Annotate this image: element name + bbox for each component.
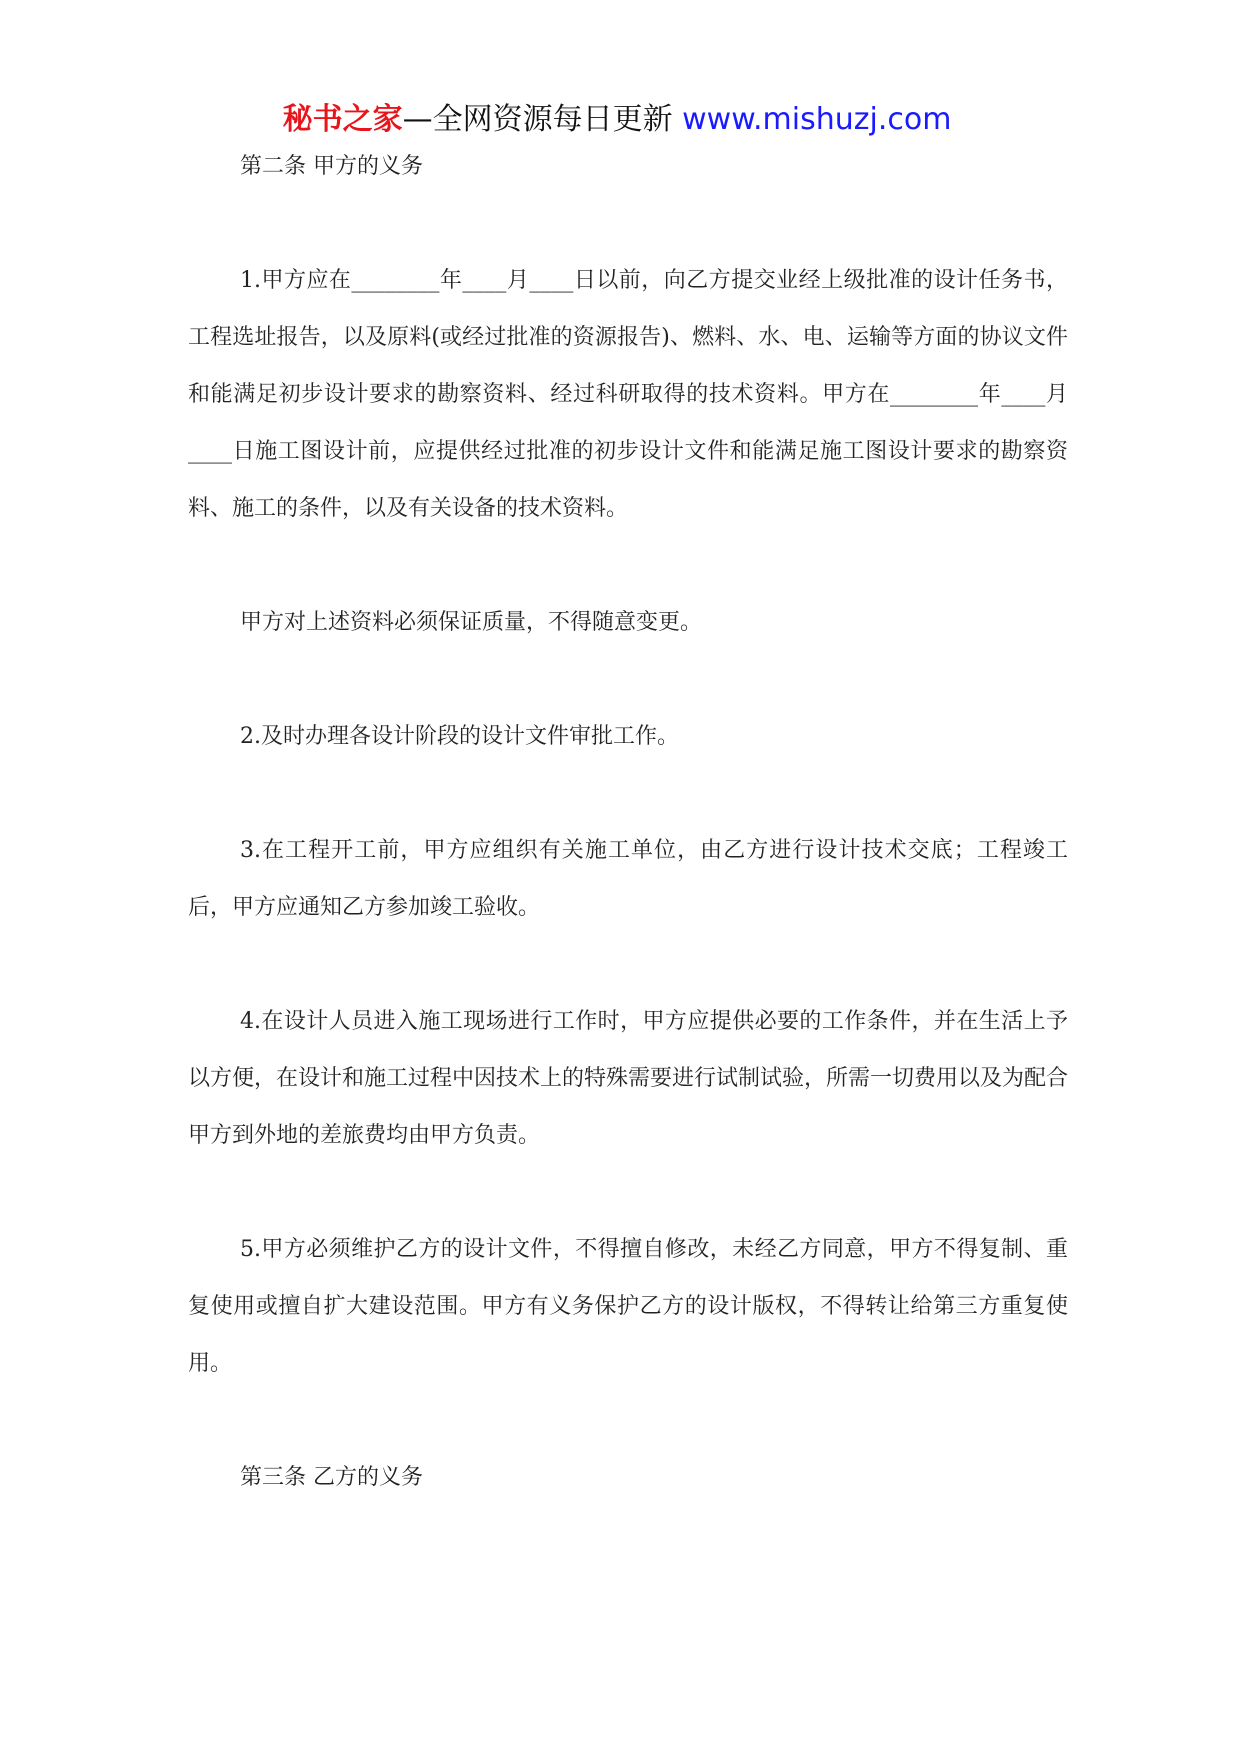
site-banner [0, 100, 1234, 140]
brand-name: 秘书之家 [282, 102, 403, 137]
paragraph-gap [188, 195, 1068, 252]
document-body [188, 138, 1068, 1506]
site-url-link[interactable]: www.mishuzj.com [682, 102, 952, 137]
banner-slogan: —全网资源每日更新 [402, 102, 683, 137]
paragraph-gap [188, 537, 1068, 594]
clause-paragraph-1: 1.甲方应在________年____月____日以前，向乙方提交业经上级批准的设计任务书，工程选址报告，以及原料(或经过批准的资源报告)、燃料、水、电、运输等方面的协议文件和能满足初步设计要求的勘察资料、经过科研取得的技术资料。甲方在________年____月____日施工图设计前，应提供经过批准的初步设计文件和能满足施工图设计要求的勘察资料、施工的条件，以及有关设备的技术资料。 [188, 268, 1068, 521]
section-title-3: 第三条 乙方的义务 [240, 1465, 423, 1490]
clause-paragraph-5: 5.甲方必须维护乙方的设计文件，不得擅自修改，未经乙方同意，甲方不得复制、重复使用或擅自扩大建设范围。甲方有义务保护乙方的设计版权，不得转让给第三方重复使用。 [188, 1237, 1068, 1376]
paragraph-gap [188, 1164, 1068, 1221]
paragraph-gap [188, 1392, 1068, 1449]
paragraph-gap [188, 651, 1068, 708]
paragraph-gap [188, 936, 1068, 993]
clause-paragraph-3: 3.在工程开工前，甲方应组织有关施工单位，由乙方进行设计技术交底；工程竣工后，甲方应通知乙方参加竣工验收。 [188, 838, 1068, 920]
clause-paragraph-2: 2.及时办理各设计阶段的设计文件审批工作。 [240, 724, 679, 749]
clause-paragraph-4: 4.在设计人员进入施工现场进行工作时，甲方应提供必要的工作条件，并在生活上予以方便，在设计和施工过程中因技术上的特殊需要进行试制试验，所需一切费用以及为配合甲方到外地的差旅费均由甲方负责。 [188, 1009, 1069, 1148]
section-title-2: 第二条 甲方的义务 [240, 154, 423, 179]
paragraph-gap [188, 765, 1068, 822]
clause-note: 甲方对上述资料必须保证质量，不得随意变更。 [240, 610, 703, 635]
